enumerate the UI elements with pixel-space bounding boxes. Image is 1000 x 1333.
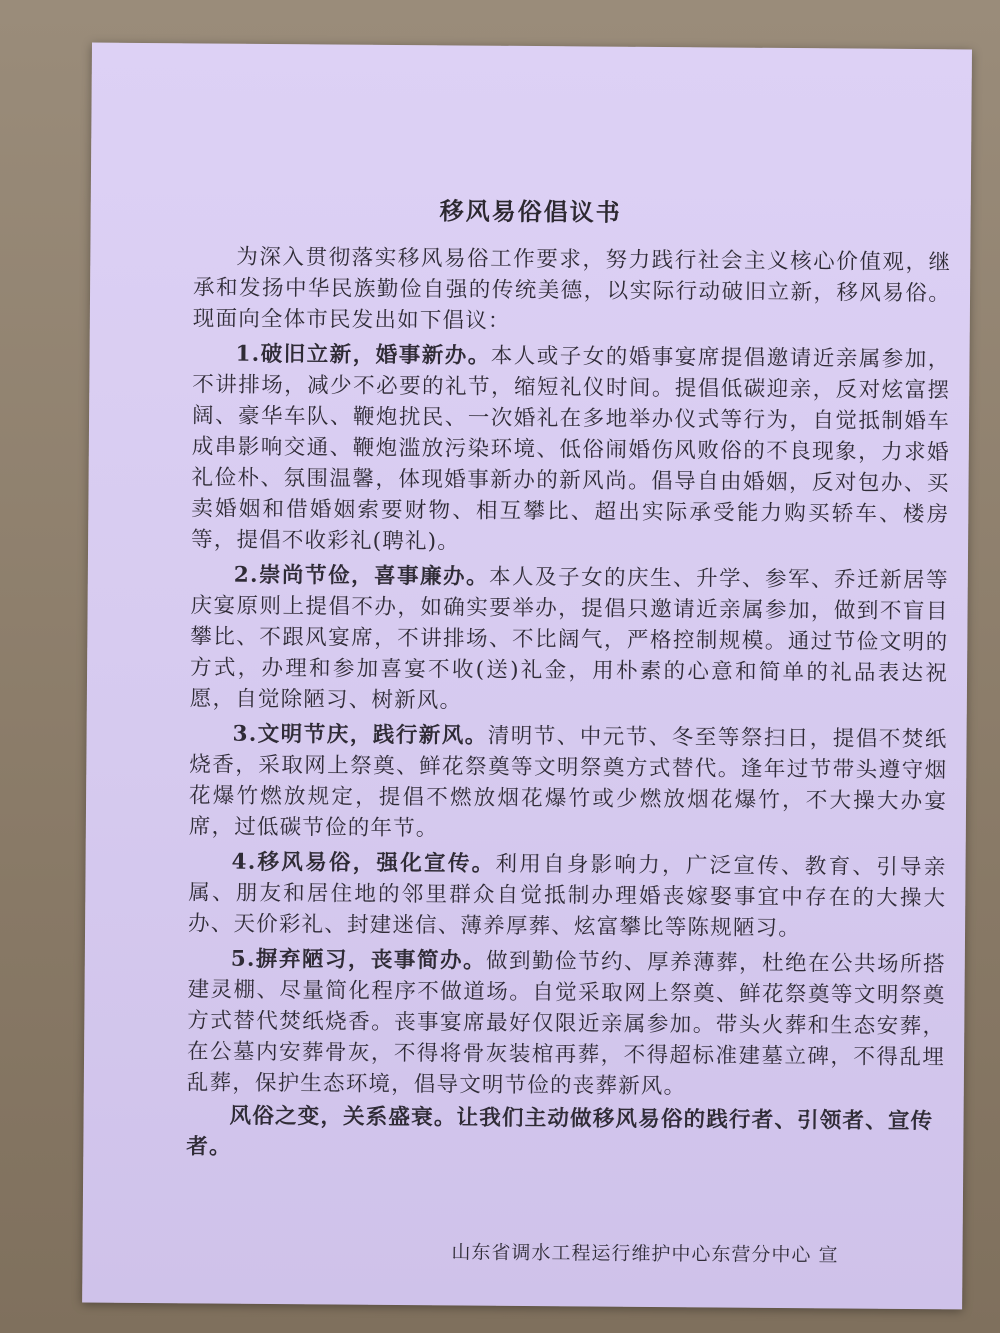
item-5-text: 做到勤俭节约、厚养薄葬，杜绝在公共场所搭建灵棚、尽量简化程序不做道场。自觉采取网上祭奠、鲜花祭奠等文明祭奠方式替代焚纸烧香。丧事宴席最好仅限近亲属参加。带头火葬和生态安葬，在公墓内安葬骨灰，不得将骨灰装棺再葬，不得超标准建墓立碑，不得乱埋乱葬，保护生态环境，倡导文明节俭的丧葬新风。: [186, 948, 946, 1100]
document-sheet: [82, 43, 972, 1310]
item-3-text: 清明节、中元节、冬至等祭扫日，提倡不焚纸烧香，采取网上祭奠、鲜花祭奠等文明祭奠方式替代。逢年过节带头遵守烟花爆竹燃放规定，提倡不燃放烟花爆竹或少燃放烟花爆竹，不大操大办宴席，过低碳节俭的年节。: [188, 723, 948, 842]
closing-statement: 风俗之变，关系盛衰。让我们主动做移风易俗的践行者、引领者、宣传者。: [186, 1103, 934, 1160]
item-4-text: 利用自身影响力，广泛宣传、教育、引导亲属、朋友和居住地的邻里群众自觉抵制办理婚丧嫁娶事宜中存在的大操大办、天价彩礼、封建迷信、薄养厚葬、炫富攀比等陈规陋习。: [187, 851, 947, 942]
item-2-text: 本人及子女的庆生、升学、参军、乔迁新居等庆宴原则上提倡不办，如确实要举办，提倡只邀请近亲属参加，做到不盲目攀比、不跟风宴席，不讲排场、不比阔气，严格控制规模。通过节俭文明的方式，办理和参加喜宴不收(送)礼金，用朴素的心意和简单的礼品表达祝愿，自觉除陋习、树新风。: [189, 564, 949, 714]
document-title: 移风易俗倡议书: [439, 196, 622, 227]
item-3-heading: 3.文明节庆，践行新风。: [232, 721, 488, 749]
item-4-paragraph: [188, 846, 947, 945]
item-2-heading: 2.崇尚节俭，喜事廉办。: [233, 562, 490, 590]
item-5-paragraph: [187, 943, 946, 1104]
item-5-heading: 5.摒弃陋习，丧事简办。: [230, 946, 487, 974]
intro-paragraph: 为深入贯彻落实移风易俗工作要求，努力践行社会主义核心价值观，继承和发扬中华民族勤俭自强的传统美德，以实际行动破旧立新，移风易俗。现面向全体市民发出如下倡议：: [192, 244, 952, 334]
item-2-paragraph: [190, 559, 949, 720]
document-body: [186, 241, 951, 1168]
item-1-heading: 1.破旧立新，婚事新办。: [235, 341, 491, 369]
item-1-text: 本人或子女的婚事宴席提倡邀请近亲属参加，不讲排场，减少不必要的礼节，缩短礼仪时间。提倡低碳迎亲，反对炫富摆阔、豪华车队、鞭炮扰民、一次婚礼在多地举办仪式等行为，自觉抵制婚车成串影响交通、鞭炮滥放污染环境、低俗闹婚伤风败俗的不良现象，力求婚礼俭朴、氛围温馨，体现婚事新办的新风尚。倡导自由婚姻，反对包办、买卖婚姻和借婚姻索要财物、相互攀比、超出实际承受能力购买轿车、楼房等，提倡不收彩礼(聘礼)。: [191, 343, 951, 555]
item-4-heading: 4.移风易俗，强化宣传。: [231, 849, 496, 877]
issuer-signature: 山东省调水工程运行维护中心东营分中心 宣: [451, 1241, 839, 1267]
item-1-paragraph: [191, 338, 951, 561]
item-3-paragraph: [189, 718, 948, 848]
